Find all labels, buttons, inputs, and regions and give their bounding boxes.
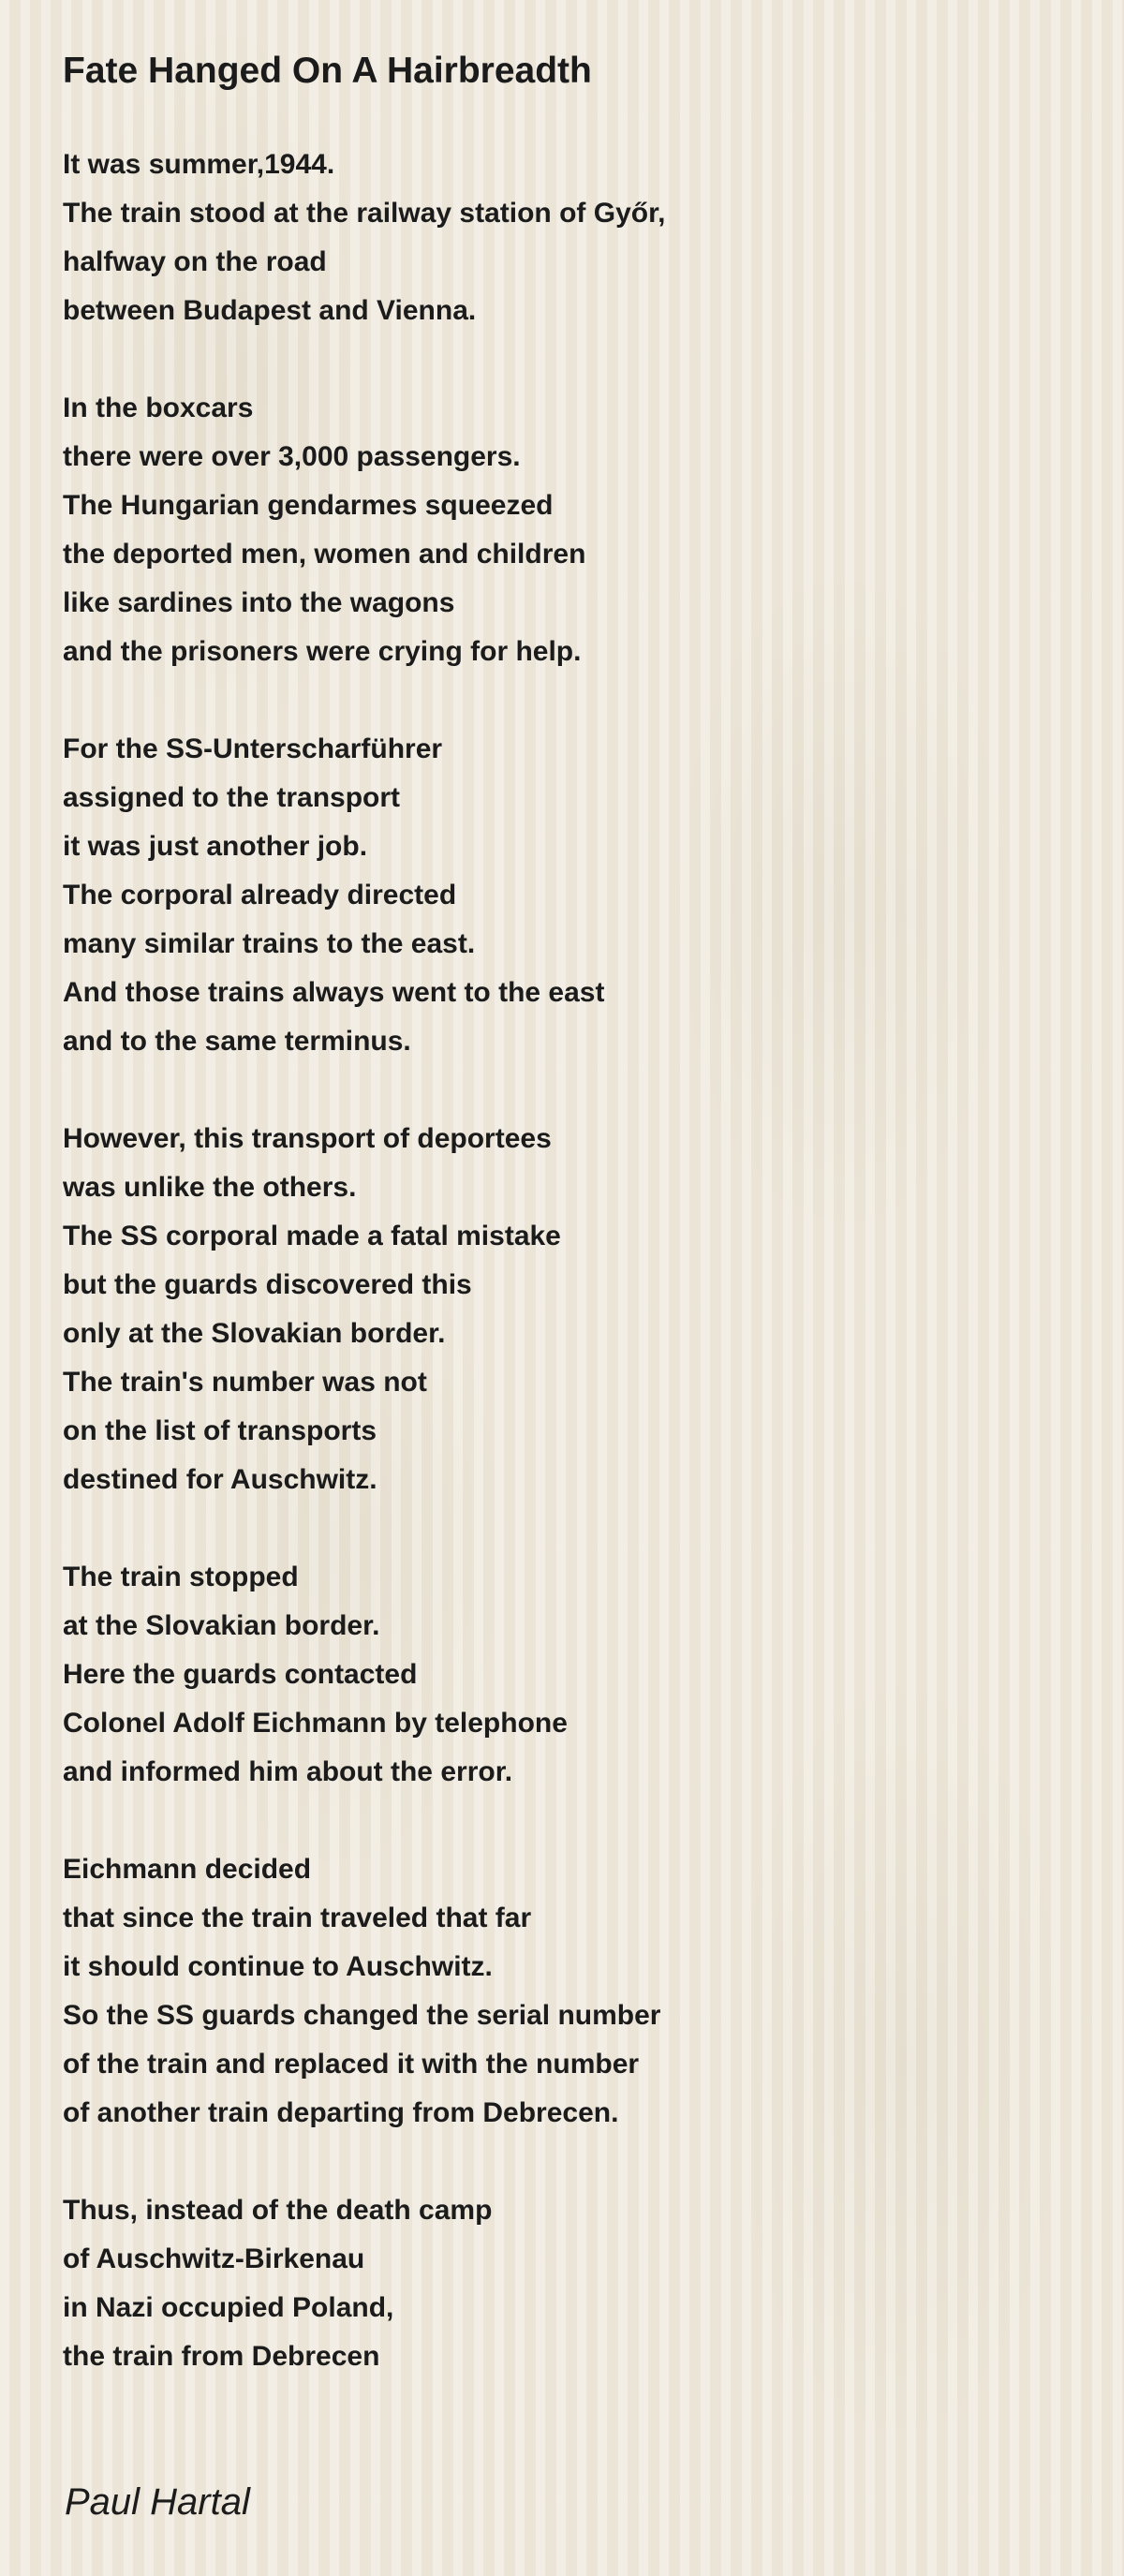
poem-line: of the train and replaced it with the number <box>63 2049 640 2080</box>
poem-line: Here the guards contacted <box>63 1659 418 1690</box>
poem-line: The SS corporal made a fatal mistake <box>63 1221 561 1251</box>
poem-line: was unlike the others. <box>63 1172 357 1203</box>
poem-stanza <box>63 1553 1074 1797</box>
poem-line: Eichmann decided <box>63 1854 312 1885</box>
poem-stanza <box>63 1845 1074 2138</box>
poem-stanza <box>63 1115 1074 1504</box>
poem-line: The train stopped <box>63 1562 299 1592</box>
poem-stanza <box>63 141 1074 335</box>
poem-line: The corporal already directed <box>63 880 457 910</box>
poem-line: Thus, instead of the death camp <box>63 2195 493 2226</box>
poem-line: and to the same terminus. <box>63 1026 411 1057</box>
poem-line: it was just another job. <box>63 831 368 862</box>
poem-author: Paul Hartal <box>65 2481 250 2523</box>
poem-line: In the boxcars <box>63 392 254 423</box>
poem-line: on the list of transports <box>63 1415 377 1446</box>
poem-line: It was summer,1944. <box>63 149 335 180</box>
poem-line: and informed him about the error. <box>63 1756 513 1787</box>
poem-line: destined for Auschwitz. <box>63 1464 377 1495</box>
poem-line: that since the train traveled that far <box>63 1902 532 1933</box>
poem-line: between Budapest and Vienna. <box>63 295 477 326</box>
poem-line: it should continue to Auschwitz. <box>63 1951 493 1982</box>
poem-line: Colonel Adolf Eichmann by telephone <box>63 1708 568 1739</box>
poem-stanza <box>63 2186 1074 2381</box>
poem-line: halfway on the road <box>63 246 327 277</box>
poem-line: And those trains always went to the east <box>63 977 605 1008</box>
poem-line: of Auschwitz-Birkenau <box>63 2243 365 2274</box>
poem-stanza <box>63 384 1074 676</box>
poem-line: However, this transport of deportees <box>63 1123 552 1154</box>
poem-line: For the SS-Unterscharführer <box>63 733 443 764</box>
poem-line: assigned to the transport <box>63 782 401 813</box>
poem-line: the deported men, women and children <box>63 539 586 570</box>
poem-line: of another train departing from Debrecen. <box>63 2097 619 2128</box>
poem-line: like sardines into the wagons <box>63 587 455 618</box>
poem-line: The train stood at the railway station of Győr, <box>63 198 666 229</box>
poem-line: So the SS guards changed the serial number <box>63 2000 661 2031</box>
poem-line: many similar trains to the east. <box>63 928 476 959</box>
poem-line: at the Slovakian border. <box>63 1610 380 1641</box>
poem-line: there were over 3,000 passengers. <box>63 441 521 472</box>
poem-line: the train from Debrecen <box>63 2341 380 2372</box>
poem-line: and the prisoners were crying for help. <box>63 636 582 667</box>
poem-stanza <box>63 725 1074 1066</box>
poem-line: in Nazi occupied Poland, <box>63 2292 394 2323</box>
poem-line: The train's number was not <box>63 1367 427 1398</box>
poem-line: but the guards discovered this <box>63 1269 472 1300</box>
poem-body <box>63 141 1074 2430</box>
poem-title: Fate Hanged On A Hairbreadth <box>63 51 592 91</box>
poem-line: only at the Slovakian border. <box>63 1318 446 1349</box>
poem-line: The Hungarian gendarmes squeezed <box>63 490 554 521</box>
